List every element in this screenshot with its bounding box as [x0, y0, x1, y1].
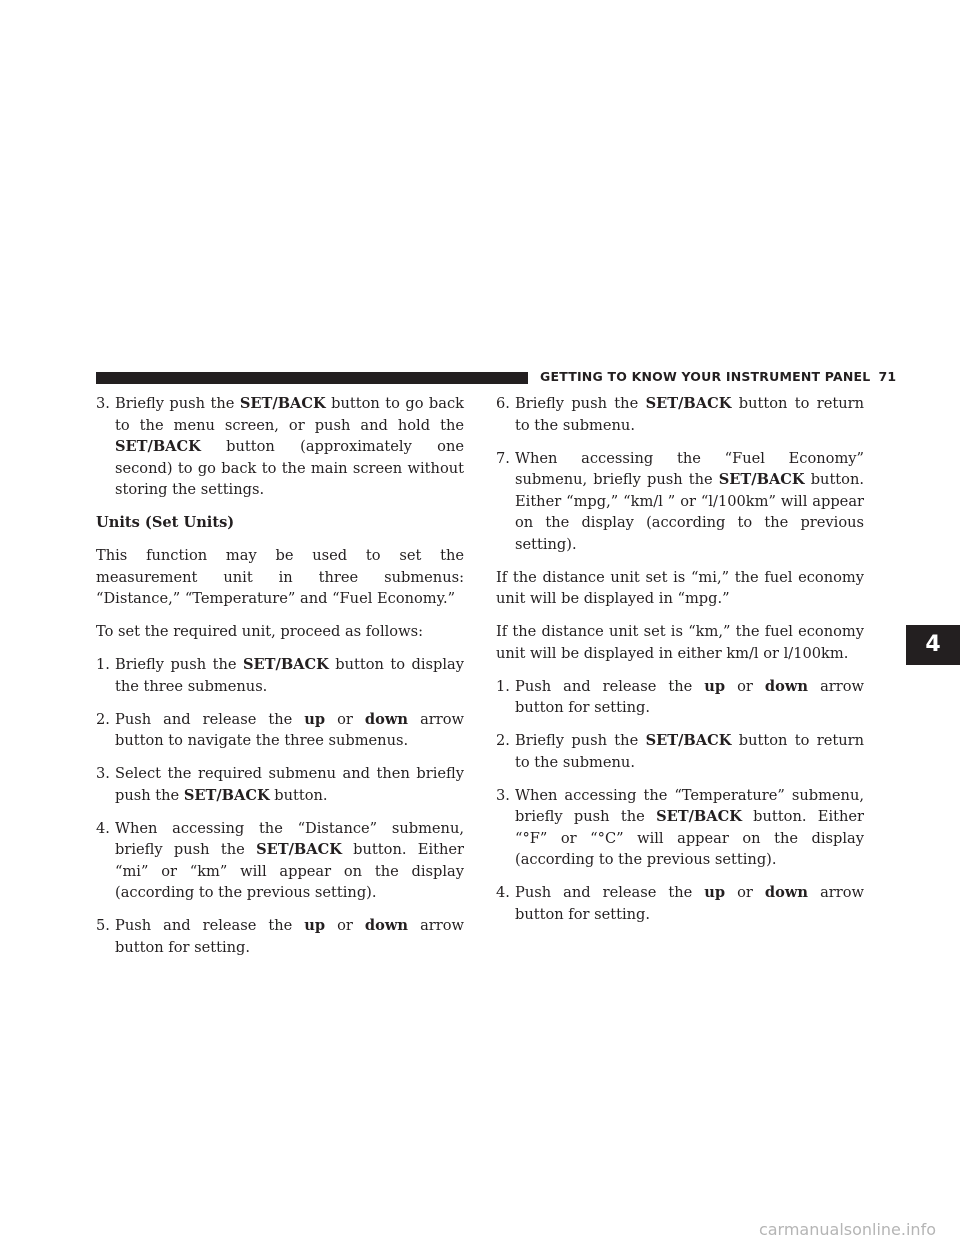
- step-7-fuel-economy: 7. When accessing the “Fuel Economy” submenu, briefly push the SET/BACK button. Either “mpg,” “km/l ” or “l/100km” will appear on the display (according to the previous setting).: [496, 449, 864, 553]
- step-2-navigate: 2. Push and release the up or down arrow button to navigate the three submenus.: [96, 710, 464, 749]
- paragraph-intro: This function may be used to set the measurement unit in three submenus: “Distance,” “Temperature” and “Fuel Economy.”: [96, 547, 464, 607]
- step-3-temperature: 3. When accessing the “Temperature” submenu, briefly push the SET/BACK button. Either “°F” or “°C” will appear on the display (according to the previous setting).: [496, 786, 864, 868]
- section-heading: Units (Set Units): [96, 514, 235, 531]
- step-4-setting: 4. Push and release the up or down arrow button for setting.: [496, 884, 864, 923]
- left-column: [96, 393, 464, 970]
- chapter-tab: 4: [906, 625, 960, 665]
- footer: [0, 1208, 960, 1242]
- paragraph-km: If the distance unit set is “km,” the fuel economy unit will be displayed in either km/l or l/100km.: [496, 623, 864, 662]
- step-3-select-submenu: 3. Select the required submenu and then briefly push the SET/BACK button.: [96, 765, 464, 804]
- step-1-setting: 1. Push and release the up or down arrow button for setting.: [496, 677, 864, 716]
- page-number: 71: [878, 369, 897, 384]
- step-5-setting: 5. Push and release the up or down arrow button for setting.: [96, 917, 464, 956]
- step-4-distance: 4. When accessing the “Distance” submenu, briefly push the SET/BACK button. Either “mi” or “km” will appear on the display (according to the previous setting).: [96, 819, 464, 901]
- watermark: carmanualsonline.info: [758, 1220, 936, 1239]
- header-rule: [96, 372, 528, 384]
- step-3-go-back: 3. Briefly push the SET/BACK button to go back to the menu screen, or push and hold the SET/BACK button (approximately one second) to go back to the main screen without storing the settings.: [96, 395, 464, 498]
- running-header: [540, 369, 896, 384]
- paragraph-proceed: To set the required unit, proceed as follows:: [96, 623, 423, 640]
- step-1-display-submenus: 1. Briefly push the SET/BACK button to display the three submenus.: [96, 656, 464, 695]
- right-column: [496, 393, 864, 937]
- step-2-return: 2. Briefly push the SET/BACK button to return to the submenu.: [496, 732, 864, 771]
- section-title: GETTING TO KNOW YOUR INSTRUMENT PANEL: [540, 369, 871, 384]
- paragraph-mi: If the distance unit set is “mi,” the fuel economy unit will be displayed in “mpg.”: [496, 568, 864, 607]
- step-6-return: 6. Briefly push the SET/BACK button to return to the submenu.: [496, 395, 864, 434]
